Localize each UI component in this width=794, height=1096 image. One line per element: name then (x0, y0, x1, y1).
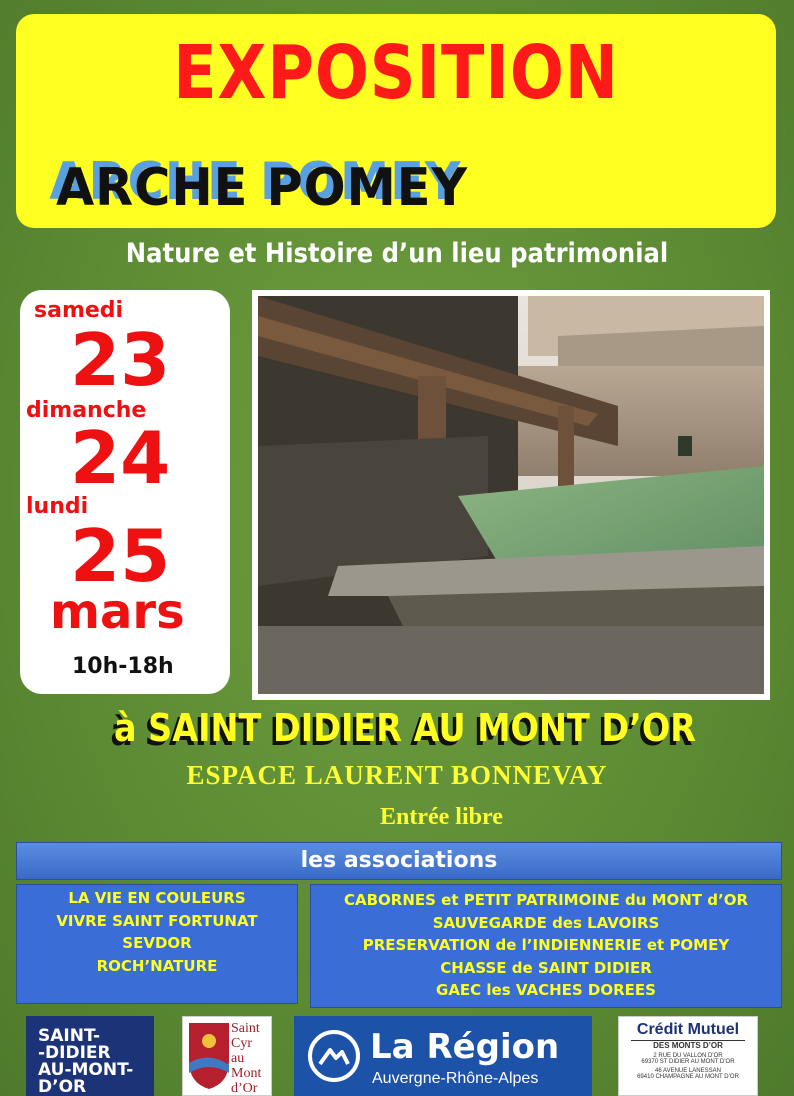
sponsor-logos (0, 1010, 794, 1096)
poster-subtitle: ARCHE POMEY (56, 158, 469, 218)
logo-line: -DIDIER (38, 1043, 111, 1063)
associations-left-box (16, 884, 298, 1004)
logo-line: D’OR (38, 1077, 87, 1096)
saint-cyr-logo (182, 1016, 272, 1096)
logo-line: Cyr (231, 1036, 252, 1051)
dates-panel (20, 290, 230, 694)
region-subtitle: Auvergne-Rhône-Alpes (372, 1070, 539, 1087)
logo-line: au (231, 1051, 245, 1066)
association-item: CABORNES et PETIT PATRIMOINE du MONT d’OR (343, 891, 749, 909)
credit-mutuel-address: 69370 ST DIDIER AU MONT D’OR (641, 1059, 735, 1065)
region-name: La Région (370, 1027, 560, 1067)
lavoir-photo (252, 290, 770, 700)
entry-note: Entrée libre (380, 804, 503, 830)
credit-mutuel-address: 2 RUE DU VALLON D’OR (653, 1053, 723, 1059)
poster-title: EXPOSITION (173, 30, 619, 116)
associations-header: les associations (16, 842, 782, 880)
credit-mutuel-address: 46 AVENUE LANESSAN (655, 1068, 721, 1074)
day-number-2: 24 (70, 416, 171, 500)
association-item: SEVDOR (122, 934, 192, 952)
region-mountain-icon (308, 1030, 360, 1082)
saint-didier-logo (26, 1016, 154, 1096)
logo-line: d’Or (231, 1081, 258, 1096)
association-item: LA VIE EN COULEURS (68, 889, 246, 907)
saint-cyr-text (231, 1021, 261, 1096)
day-label-3: lundi (26, 494, 89, 519)
credit-mutuel-sub: DES MONTS D’OR (631, 1040, 745, 1050)
region-logo (294, 1016, 592, 1096)
association-item: PRESERVATION de l’INDIENNERIE et POMEY (362, 936, 730, 954)
logo-line: Mont (231, 1066, 262, 1081)
association-item: CHASSE de SAINT DIDIER (440, 958, 652, 977)
logo-line: AU-MONT- (38, 1060, 134, 1080)
association-item: SAUVEGARDE des LAVOIRS (432, 913, 660, 932)
venue-name: ESPACE LAURENT BONNEVAY (186, 760, 608, 790)
credit-mutuel-address: 69410 CHAMPAGNE AU MONT D’OR (637, 1074, 739, 1080)
credit-mutuel-name: Crédit Mutuel (636, 1021, 740, 1038)
association-item: VIVRE SAINT FORTUNAT (56, 911, 258, 930)
city-line: à SAINT DIDIER AU MONT D’OR (113, 706, 697, 750)
association-item: ROCH’NATURE (96, 956, 218, 975)
logo-line: SAINT- (38, 1026, 101, 1046)
coat-of-arms-icon (187, 1021, 231, 1091)
logo-line: Saint (231, 1021, 260, 1036)
association-item: GAEC les VACHES DOREES (436, 981, 656, 999)
day-number-1: 23 (70, 318, 171, 402)
hours-label: 10h-18h (72, 654, 174, 679)
day-label-1: samedi (34, 298, 124, 323)
day-label-2: dimanche (26, 398, 147, 423)
tagline: Nature et Histoire d’un lieu patrimonial (125, 238, 669, 269)
credit-mutuel-logo (618, 1016, 758, 1096)
day-number-3: 25 (70, 514, 171, 598)
month-label: mars (50, 584, 185, 640)
title-banner (16, 14, 776, 228)
associations-right-box (310, 884, 782, 1008)
